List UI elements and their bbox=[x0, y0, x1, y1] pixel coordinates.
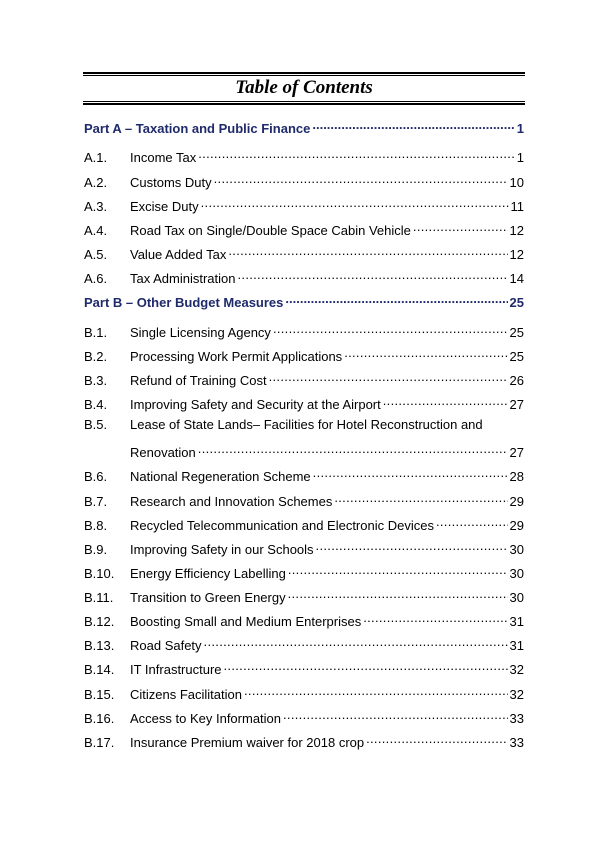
toc-entry-number: A.4. bbox=[84, 223, 108, 238]
toc-entry[interactable] bbox=[84, 561, 524, 581]
toc-entry-label: Improving Safety and Security at the Airport bbox=[130, 397, 381, 412]
toc-page-number: 12 bbox=[509, 247, 524, 262]
toc-entry[interactable] bbox=[84, 392, 524, 412]
toc-part-label: Part A – Taxation and Public Finance bbox=[84, 121, 311, 136]
toc-page-number: 25 bbox=[509, 349, 524, 364]
toc-entry-number: B.14. bbox=[84, 662, 115, 677]
toc-entry-number: B.3. bbox=[84, 373, 108, 388]
dot-leader bbox=[244, 682, 508, 699]
dot-leader bbox=[228, 242, 507, 259]
dot-leader bbox=[288, 561, 508, 578]
page-title: Table of Contents bbox=[235, 77, 373, 98]
toc-entry-number: B.10. bbox=[84, 566, 115, 581]
toc-entry[interactable] bbox=[84, 368, 524, 388]
dot-leader bbox=[269, 368, 508, 385]
toc-entry-number: B.13. bbox=[84, 638, 115, 653]
toc-entry-label: Single Licensing Agency bbox=[130, 325, 271, 340]
toc-entry-number: B.1. bbox=[84, 325, 108, 340]
toc-entry[interactable] bbox=[84, 194, 524, 214]
toc-entry[interactable] bbox=[84, 170, 524, 190]
toc-part-a-heading[interactable] bbox=[84, 116, 524, 136]
toc-entry-label: Research and Innovation Schemes bbox=[130, 494, 333, 509]
toc-entry-number: B.12. bbox=[84, 614, 115, 629]
toc-entry[interactable] bbox=[84, 218, 524, 238]
toc-part-label: Part B – Other Budget Measures bbox=[84, 295, 284, 310]
dot-leader bbox=[312, 116, 514, 133]
toc-page-number: 25 bbox=[509, 295, 524, 310]
toc-entry[interactable] bbox=[84, 730, 524, 750]
toc-entry-number: B.8. bbox=[84, 518, 108, 533]
toc-entry-number: B.2. bbox=[84, 349, 108, 364]
dot-leader bbox=[204, 633, 508, 650]
toc-entry-number: B.17. bbox=[84, 735, 115, 750]
toc-entry-label: Citizens Facilitation bbox=[130, 687, 242, 702]
dot-leader bbox=[285, 290, 507, 307]
toc-entry-label: National Regeneration Scheme bbox=[130, 469, 311, 484]
toc-page-number: 1 bbox=[516, 150, 524, 165]
toc-page-number: 28 bbox=[509, 469, 524, 484]
toc-entry[interactable] bbox=[84, 464, 524, 484]
dot-leader bbox=[344, 344, 507, 361]
toc-entry-label: Tax Administration bbox=[130, 271, 236, 286]
dot-leader bbox=[363, 609, 507, 626]
toc-entry-label: Road Safety bbox=[130, 638, 202, 653]
toc-page-number: 31 bbox=[509, 614, 524, 629]
toc-entry-label: Income Tax bbox=[130, 150, 197, 165]
toc-entry[interactable] bbox=[84, 585, 524, 605]
toc-entry-label: Energy Efficiency Labelling bbox=[130, 566, 286, 581]
dot-leader bbox=[413, 218, 508, 235]
dot-leader bbox=[214, 170, 508, 187]
dot-leader bbox=[316, 537, 508, 554]
toc-entry-label: IT Infrastructure bbox=[130, 662, 222, 677]
toc-entry[interactable] bbox=[84, 609, 524, 629]
toc-entry-number: A.1. bbox=[84, 150, 108, 165]
toc-entry[interactable] bbox=[84, 489, 524, 509]
toc-entry-label-line2: Renovation bbox=[130, 445, 196, 460]
toc-entry-label: Excise Duty bbox=[130, 199, 199, 214]
toc-entry-number: B.11. bbox=[84, 590, 114, 605]
dot-leader bbox=[201, 194, 509, 211]
dot-leader bbox=[198, 440, 508, 457]
toc-entry-label: Transition to Green Energy bbox=[130, 590, 286, 605]
toc-entry[interactable] bbox=[84, 706, 524, 726]
toc-entry[interactable] bbox=[84, 416, 524, 433]
toc-entry-number: B.6. bbox=[84, 469, 108, 484]
toc-entry-label: Customs Duty bbox=[130, 175, 212, 190]
toc-entry-number: B.5. bbox=[84, 417, 108, 432]
dot-leader bbox=[288, 585, 508, 602]
toc-page-number: 29 bbox=[509, 494, 524, 509]
toc-entry-number: B.7. bbox=[84, 494, 108, 509]
toc-page-number: 29 bbox=[509, 518, 524, 533]
toc-entry-continuation[interactable] bbox=[84, 440, 524, 460]
toc-entry-number: A.3. bbox=[84, 199, 108, 214]
toc-page-number: 26 bbox=[509, 373, 524, 388]
toc-entry[interactable] bbox=[84, 513, 524, 533]
toc-page-number: 27 bbox=[509, 397, 524, 412]
toc-entry-label: Access to Key Information bbox=[130, 711, 282, 726]
toc-page-number: 33 bbox=[509, 711, 524, 726]
toc-entry[interactable] bbox=[84, 633, 524, 653]
toc-entry[interactable] bbox=[84, 682, 524, 702]
toc-page-number: 12 bbox=[509, 223, 524, 238]
toc-entry-label: Value Added Tax bbox=[130, 247, 227, 262]
dot-leader bbox=[436, 513, 508, 530]
dot-leader bbox=[273, 320, 508, 337]
dot-leader bbox=[224, 657, 508, 674]
toc-entry-label: Processing Work Permit Applications bbox=[130, 349, 343, 364]
toc-page-number: 32 bbox=[509, 662, 524, 677]
toc-part-b-heading[interactable] bbox=[84, 290, 524, 310]
toc-entry-label: Boosting Small and Medium Enterprises bbox=[130, 614, 362, 629]
toc-page-number: 30 bbox=[509, 566, 524, 581]
dot-leader bbox=[198, 145, 515, 162]
dot-leader bbox=[366, 730, 507, 747]
toc-entry-label-line1: Lease of State Lands– Facilities for Hotel Reconstruction and bbox=[130, 417, 483, 432]
toc-entry-label: Road Tax on Single/Double Space Cabin Vehicle bbox=[130, 223, 411, 238]
toc-entry-label: Recycled Telecommunication and Electronic Devices bbox=[130, 518, 434, 533]
dot-leader bbox=[283, 706, 508, 723]
toc-entry[interactable] bbox=[84, 242, 524, 262]
toc-entry-label: Insurance Premium waiver for 2018 crop bbox=[130, 735, 365, 750]
toc-entry-label: Refund of Training Cost bbox=[130, 373, 267, 388]
toc-entry[interactable] bbox=[84, 657, 524, 677]
toc-entry-label: Improving Safety in our Schools bbox=[130, 542, 314, 557]
dot-leader bbox=[313, 464, 508, 481]
toc-page-number: 32 bbox=[509, 687, 524, 702]
dot-leader bbox=[238, 266, 508, 283]
toc-page-number: 30 bbox=[509, 542, 524, 557]
toc-page-number: 25 bbox=[509, 325, 524, 340]
toc-entry[interactable] bbox=[84, 344, 524, 364]
toc-entry[interactable] bbox=[84, 266, 524, 286]
toc-entry[interactable] bbox=[84, 145, 524, 165]
toc-page-number: 31 bbox=[509, 638, 524, 653]
toc-page-number: 30 bbox=[509, 590, 524, 605]
toc-page-number: 33 bbox=[509, 735, 524, 750]
toc-entry-number: A.2. bbox=[84, 175, 108, 190]
toc-entry-number: A.6. bbox=[84, 271, 108, 286]
toc-entry-number: B.16. bbox=[84, 711, 115, 726]
toc-entry-number: A.5. bbox=[84, 247, 108, 262]
dot-leader bbox=[383, 392, 508, 409]
toc-entry[interactable] bbox=[84, 320, 524, 340]
toc-page-number: 27 bbox=[509, 445, 524, 460]
toc-page-number: 10 bbox=[509, 175, 524, 190]
toc-entry[interactable] bbox=[84, 537, 524, 557]
toc-page-number: 11 bbox=[510, 199, 524, 214]
toc-entry-number: B.9. bbox=[84, 542, 108, 557]
toc-entry-number: B.15. bbox=[84, 687, 115, 702]
toc-page-number: 1 bbox=[516, 121, 524, 136]
toc-entry-number: B.4. bbox=[84, 397, 108, 412]
toc-page-number: 14 bbox=[509, 271, 524, 286]
dot-leader bbox=[334, 489, 507, 506]
